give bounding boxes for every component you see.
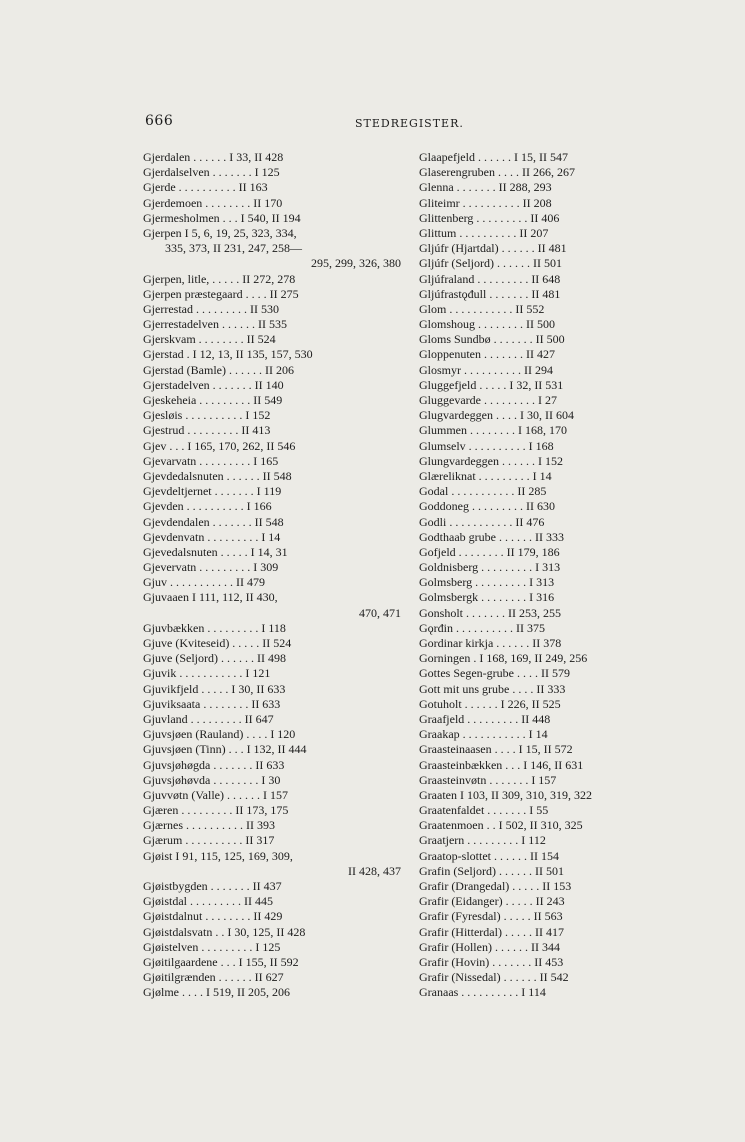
- index-entry: Gjev . . . I 165, 170, 262, II 546: [143, 438, 296, 453]
- index-entry: Glungvardeggen . . . . . . I 152: [419, 453, 563, 468]
- index-entry: Gjevden . . . . . . . . . . I 166: [143, 499, 272, 514]
- index-entry: Grafir (Fyresdal) . . . . . II 563: [419, 909, 563, 924]
- index-entry: Gjevervatn . . . . . . . . . I 309: [143, 560, 279, 575]
- index-entry: Granaas . . . . . . . . . . I 114: [419, 985, 546, 1000]
- index-entry: Gjerstad . I 12, 13, II 135, 157, 530: [143, 347, 313, 362]
- index-entry: Glomshoug . . . . . . . . II 500: [419, 317, 555, 332]
- index-entry: Gjuvaaen I 111, 112, II 430,: [143, 590, 278, 605]
- index-entry: Graatenmoen . . I 502, II 310, 325: [419, 818, 583, 833]
- index-entry: Glittum . . . . . . . . . . II 207: [419, 225, 549, 240]
- index-entry: Gljúfr (Hjartdal) . . . . . . II 481: [419, 241, 567, 256]
- index-entry: Gjevdendalen . . . . . . . II 548: [143, 514, 284, 529]
- index-entry: Gjerstadelven . . . . . . . II 140: [143, 377, 284, 392]
- index-entry: Gjerrestad . . . . . . . . . II 530: [143, 301, 279, 316]
- index-entry: Golmsberg . . . . . . . . . I 313: [419, 575, 555, 590]
- index-entry: Grafir (Drangedal) . . . . . II 153: [419, 879, 572, 893]
- index-entry: Glæreliknat . . . . . . . . . I 14: [419, 468, 552, 483]
- index-entry: Glaserengruben . . . . II 266, 267: [419, 165, 575, 180]
- index-entry: Gjuvikfjeld . . . . . I 30, II 633: [143, 681, 286, 696]
- index-entry: Gjuvsjøhøvda . . . . . . . . I 30: [143, 772, 281, 787]
- index-entry: Gjøitilgaardene . . . I 155, II 592: [143, 954, 299, 969]
- index-entry: Gjuv . . . . . . . . . . . II 479: [143, 575, 265, 590]
- index-entry: Gluggefjeld . . . . . I 32, II 531: [419, 377, 564, 392]
- index-entry: Gjuvvøtn (Valle) . . . . . . I 157: [143, 787, 288, 802]
- index-entry: Golmsbergk . . . . . . . . I 316: [419, 590, 555, 605]
- index-entry: Gǫrđin . . . . . . . . . . II 375: [419, 620, 545, 635]
- index-entry: Glaapefjeld . . . . . . I 15, II 547: [419, 150, 568, 164]
- index-entry: Gjøistelven . . . . . . . . . I 125: [143, 939, 281, 954]
- index-entry: Gjølme . . . . I 519, II 205, 206: [143, 985, 290, 1000]
- index-entry: Glugvardeggen . . . . I 30, II 604: [419, 408, 574, 423]
- index-entry: Graasteinaasen . . . . I 15, II 572: [419, 742, 573, 757]
- index-entry: Grafin (Seljord) . . . . . . II 501: [419, 863, 564, 878]
- index-entry: Goldnisberg . . . . . . . . . I 313: [419, 560, 561, 575]
- index-entry: Godli . . . . . . . . . . . II 476: [419, 514, 545, 529]
- index-entry: Grafir (Eidanger) . . . . . II 243: [419, 894, 565, 909]
- index-entry: Gjøistdal . . . . . . . . . II 445: [143, 894, 273, 909]
- index-entry: Gloms Sundbø . . . . . . . II 500: [419, 332, 565, 347]
- index-entry: Gjuve (Kviteseid) . . . . . II 524: [143, 636, 292, 650]
- index-entry: Gjestrud . . . . . . . . . II 413: [143, 423, 271, 438]
- index-entry: Grafir (Hollen) . . . . . . II 344: [419, 939, 560, 954]
- index-entry: Graakap . . . . . . . . . . . I 14: [419, 727, 548, 742]
- index-entry: Gjevdenvatn . . . . . . . . . I 14: [143, 529, 281, 544]
- index-entry: Gott mit uns grube . . . . II 333: [419, 681, 566, 696]
- index-entry: Gjevarvatn . . . . . . . . . I 165: [143, 453, 279, 468]
- index-entry: Gjerpen, litle, . . . . . II 272, 278: [143, 271, 296, 286]
- index-entry: Gjøistbygden . . . . . . . II 437: [143, 879, 282, 893]
- index-entry: Graafjeld . . . . . . . . . II 448: [419, 711, 551, 726]
- index-entry: Gjøistdalsvatn . . I 30, 125, II 428: [143, 924, 306, 939]
- index-entry: Gljúfraland . . . . . . . . . II 648: [419, 271, 561, 286]
- index-entry: Grafir (Hitterdal) . . . . . II 417: [419, 924, 564, 939]
- index-entry: Gjuvsjøen (Rauland) . . . . I 120: [143, 727, 296, 742]
- index-entry: Gjøitilgrænden . . . . . . II 627: [143, 970, 284, 985]
- index-entry: Gordinar kirkja . . . . . . II 378: [419, 636, 562, 650]
- index-entry: Gljúfrastǫđull . . . . . . . II 481: [419, 286, 561, 301]
- index-entry: Gjerskvam . . . . . . . . II 524: [143, 332, 276, 347]
- index-entry: Glumselv . . . . . . . . . . I 168: [419, 438, 554, 453]
- index-entry: 470, 471: [359, 605, 401, 620]
- index-entry: Graaten I 103, II 309, 310, 319, 322: [419, 787, 592, 802]
- index-entry: Gjevedalsnuten . . . . . I 14, 31: [143, 544, 288, 559]
- right-index-column: [419, 150, 677, 1001]
- index-entry: Gottes Segen-grube . . . . II 579: [419, 666, 570, 681]
- index-entry: Gjerstad (Bamle) . . . . . . II 206: [143, 362, 294, 377]
- index-entry: Gotuholt . . . . . . I 226, II 525: [419, 696, 561, 711]
- index-entry: Gjøist I 91, 115, 125, 169, 309,: [143, 848, 293, 863]
- index-entry: Gjuvsjøhøgda . . . . . . . II 633: [143, 757, 285, 772]
- index-entry: Graatenfaldet . . . . . . . I 55: [419, 803, 549, 818]
- index-entry: Gjærum . . . . . . . . . . II 317: [143, 833, 275, 848]
- index-entry: Gjuvik . . . . . . . . . . . I 121: [143, 666, 271, 681]
- index-entry: Glenna . . . . . . . II 288, 293: [419, 180, 552, 195]
- index-entry: 295, 299, 326, 380: [311, 256, 401, 271]
- index-entry: Gofjeld . . . . . . . . II 179, 186: [419, 544, 560, 559]
- running-title: STEDREGISTER.: [355, 117, 464, 130]
- index-entry: Goddoneg . . . . . . . . . II 630: [419, 499, 555, 514]
- index-entry: Gjerrestadelven . . . . . . II 535: [143, 317, 287, 332]
- index-entry: Gjærnes . . . . . . . . . . II 393: [143, 818, 275, 833]
- index-entry: Graasteinbækken . . . I 146, II 631: [419, 757, 584, 772]
- index-entry: Gjæren . . . . . . . . . II 173, 175: [143, 803, 289, 818]
- index-entry: Gljúfr (Seljord) . . . . . . II 501: [419, 256, 562, 271]
- index-entry: Glosmyr . . . . . . . . . . II 294: [419, 362, 553, 377]
- index-entry: Gjerpen I 5, 6, 19, 25, 323, 334,: [143, 225, 297, 240]
- index-entry: Gjuvbækken . . . . . . . . . I 118: [143, 620, 286, 635]
- index-entry: Gjevdedalsnuten . . . . . . II 548: [143, 468, 292, 483]
- index-entry: Gjerpen præstegaard . . . . II 275: [143, 286, 299, 301]
- index-entry: Gjerdalen . . . . . . I 33, II 428: [143, 150, 284, 164]
- index-entry: Godthaab grube . . . . . . II 333: [419, 529, 564, 544]
- index-entry: Gjuvland . . . . . . . . . II 647: [143, 711, 274, 726]
- index-entry: Gjesløis . . . . . . . . . . I 152: [143, 408, 271, 423]
- index-entry: Glom . . . . . . . . . . . II 552: [419, 301, 545, 316]
- index-entry: Gjerde . . . . . . . . . . II 163: [143, 180, 268, 195]
- index-entry: Glummen . . . . . . . . I 168, 170: [419, 423, 567, 438]
- left-index-column: [143, 150, 401, 1001]
- index-entry: Gloppenuten . . . . . . . II 427: [419, 347, 555, 362]
- index-entry: Gjuvsjøen (Tinn) . . . I 132, II 444: [143, 742, 307, 757]
- index-entry: Gjerdalselven . . . . . . . I 125: [143, 165, 280, 180]
- index-entry: Gjerdemoen . . . . . . . . II 170: [143, 195, 283, 210]
- index-entry: 335, 373, II 231, 247, 258—: [165, 241, 302, 256]
- index-entry: Gluggevarde . . . . . . . . . I 27: [419, 393, 557, 407]
- index-entry: Gjermesholmen . . . I 540, II 194: [143, 210, 301, 225]
- index-entry: Gorningen . I 168, 169, II 249, 256: [419, 651, 588, 666]
- index-entry: Graatop-slottet . . . . . . II 154: [419, 848, 559, 863]
- index-entry: Gjøistdalnut . . . . . . . . II 429: [143, 909, 283, 924]
- index-entry: II 428, 437: [348, 863, 401, 878]
- index-entry: Grafir (Hovin) . . . . . . . II 453: [419, 954, 564, 969]
- index-entry: Gjeskeheia . . . . . . . . . II 549: [143, 393, 283, 407]
- index-entry: Gjuve (Seljord) . . . . . . II 498: [143, 651, 286, 666]
- page-number: 666: [145, 113, 174, 129]
- index-entry: Gjuviksaata . . . . . . . . II 633: [143, 696, 281, 711]
- index-entry: Glittenberg . . . . . . . . . II 406: [419, 210, 560, 225]
- index-entry: Gliteimr . . . . . . . . . . II 208: [419, 195, 552, 210]
- index-entry: Gjevdeltjernet . . . . . . . I 119: [143, 484, 282, 499]
- index-entry: Grafir (Nissedal) . . . . . . II 542: [419, 970, 569, 985]
- index-entry: Graasteinvøtn . . . . . . . I 157: [419, 772, 557, 787]
- index-entry: Godal . . . . . . . . . . . II 285: [419, 484, 547, 499]
- index-entry: Gonsholt . . . . . . . II 253, 255: [419, 605, 561, 620]
- index-entry: Graatjern . . . . . . . . . I 112: [419, 833, 546, 848]
